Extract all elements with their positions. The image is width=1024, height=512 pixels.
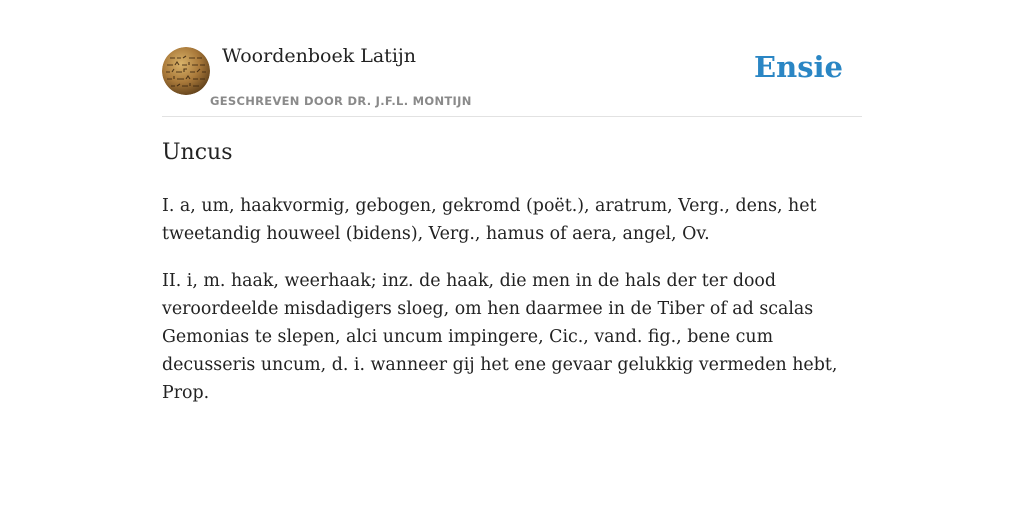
bronze-inscription-medallion-icon (162, 47, 210, 95)
author-line: GESCHREVEN DOOR DR. J.F.L. MONTIJN (210, 94, 472, 108)
entry-paragraph: II. i, m. haak, weerhaak; inz. de haak, die men in de hals der ter dood veroordeelde misdadigers sloeg, om hen daarmee in de Tiber of ad scalas Gemonias te slepen, alci uncum impingere, Cic., vand. fig., bene cum decusseris uncum, d. i. wanneer gij het ene gevaar gelukkig vermeden hebt, Prop. (162, 271, 838, 403)
dictionary-logo-icon[interactable] (162, 47, 210, 95)
entry-paragraph: I. a, um, haakvormig, gebogen, gekromd (poët.), aratrum, Verg., dens, het tweetandig houweel (bidens), Verg., hamus of aera, angel, Ov. (162, 196, 817, 244)
page-container (162, 0, 862, 403)
entry-headword: Uncus (162, 140, 233, 165)
site-header (162, 0, 862, 117)
brand-logo-link[interactable]: Ensie (754, 50, 843, 84)
dictionary-title[interactable]: Woordenboek Latijn (222, 45, 417, 67)
entry-body (162, 192, 862, 426)
